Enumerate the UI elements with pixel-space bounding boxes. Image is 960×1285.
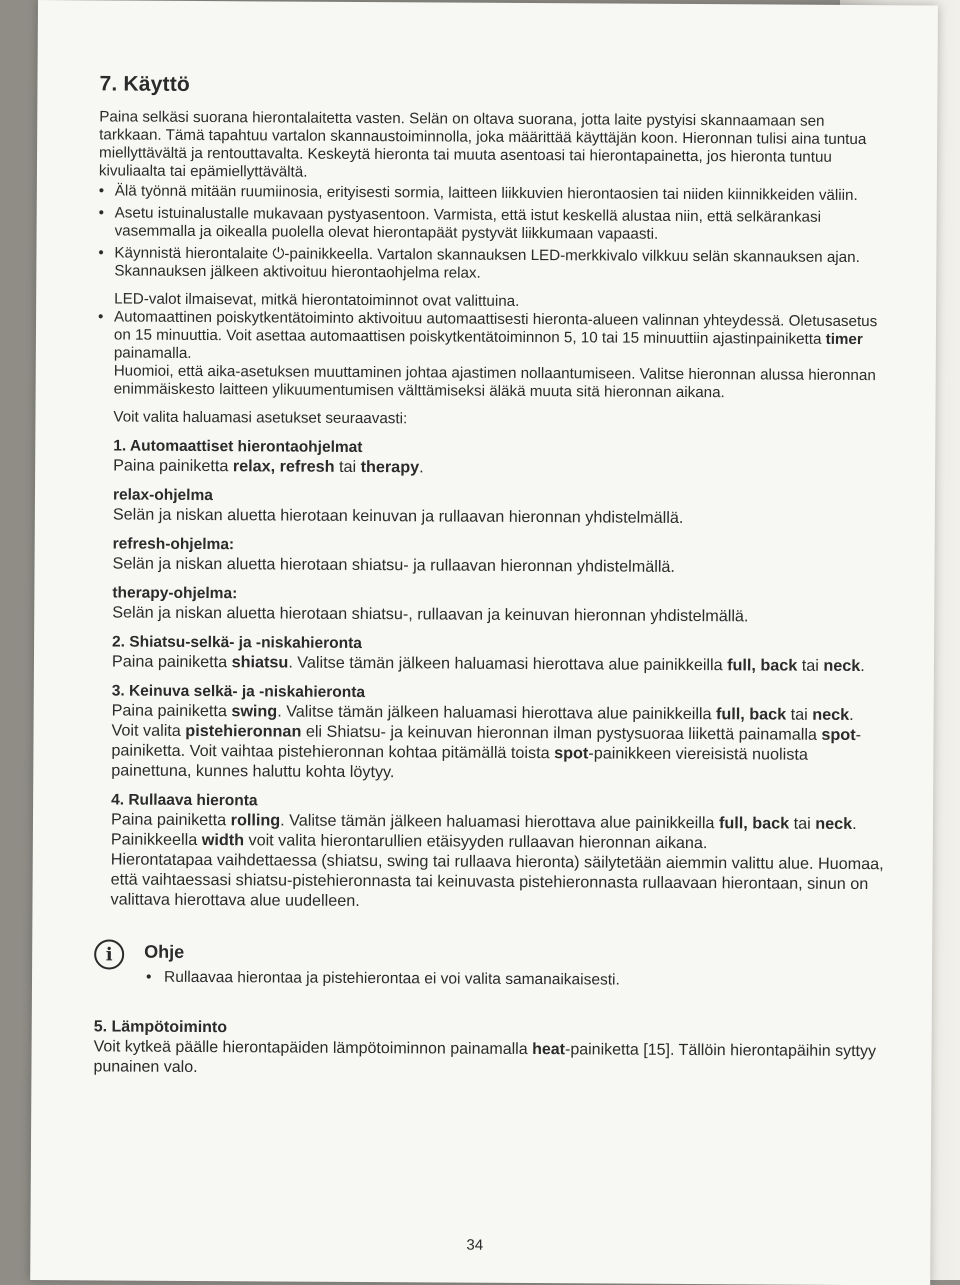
subsection-body [113, 455, 887, 480]
text: voit valita hierontarullien etäisyyden rullaavan hieronnan aikana. [243, 831, 708, 853]
subsection-title: 1. Automaattiset hierontaohjelmat [113, 437, 363, 456]
text: -painiketta [15]. Tällöin hierontapäihin syttyy punainen valo. [93, 1041, 877, 1076]
list-item [98, 244, 888, 285]
text: tai [797, 656, 824, 675]
choose-text: Voit valita haluamasi asetukset seuraavasti: [113, 408, 408, 428]
program-body: Selän ja niskan aluetta hierotaan keinuvan ja rullaavan hieronnan yhdistelmällä. [112, 505, 684, 527]
list-item-text: Asetu istuinalustalle mukavaan pystyasentoon. Varmista, että istut keskellä alustaa niin, että selkärankasi vasemmalla ja oikealla puolella olevat hierontapäät pystyvät liikkumaan vapaasti. [114, 204, 822, 243]
program-title: refresh-ohjelma: [112, 535, 235, 554]
ohje-title: Ohje [144, 941, 185, 962]
keyword: full, back [718, 814, 790, 833]
info-icon: i [94, 939, 124, 969]
keyword: neck [815, 814, 853, 833]
keyword: therapy [360, 457, 420, 477]
text: . [849, 705, 854, 724]
page-number: 34 [466, 1236, 484, 1254]
text: Voit kytkeä päälle hierontapäiden lämpötoiminnon painamalla [93, 1038, 533, 1059]
text: -painiketta. Voit vaihtaa pistehieronnan kohtaa pitämällä toista [111, 726, 862, 763]
led-note: LED-valot ilmaisevat, mitkä hierontatoiminnot ovat valittuina. [114, 290, 520, 310]
text: eli Shiatsu- ja keinuvan hieronnan ilman pystysuoraa liikettä painamalla [301, 722, 822, 744]
page-content [93, 72, 889, 1082]
program-body: Selän ja niskan aluetta hierotaan shiatsu-, rullaavan ja keinuvan hieronnan yhdistelmällä. [112, 603, 749, 626]
text: -painikkeen viereisistä nuolista painettuna, kunnes haluttu kohta löytyy. [111, 744, 808, 782]
keyword: shiatsu [231, 653, 289, 672]
keyword: full, back [715, 705, 787, 724]
list-item [99, 182, 889, 205]
text: . Valitse tämän jälkeen haluamasi hierottava alue painikkeilla [288, 653, 728, 675]
keyword: spot [821, 725, 856, 745]
text: Paina painiketta [111, 701, 232, 721]
subsection-title: 3. Keinuva selkä- ja -niskahieronta [111, 682, 366, 702]
ohje-item-text: Rullaavaa hierontaa ja pistehierontaa ei voi valita samanaikaisesti. [163, 968, 620, 989]
text: tai [786, 705, 813, 724]
power-icon: ⏻ [272, 245, 285, 263]
list-item-text: painamalla. [113, 344, 192, 362]
text: . Valitse tämän jälkeen haluamasi hierottava alue painikkeilla [280, 811, 720, 833]
text: tai [334, 457, 361, 476]
keyword: relax, refresh [232, 457, 335, 476]
timer-note: Huomioi, että aika-asetuksen muuttaminen johtaa ajastimen nollaantumiseen. Valitse hieronnan alussa hieronnan enimmäiskesto laitteen ylikuumentumisen välttämiseksi äläkä muuta sitä hieronnan aikana. [113, 362, 876, 402]
section-heading: 7. Käyttö [99, 72, 191, 96]
intro-paragraph: Paina selkäsi suorana hierontalaitetta vasten. Selän on oltava suorana, jotta laite pystyisi skannaamaan sen tarkkaan. Tämä tapahtuu vartalon skannaustoiminnolla, joka määrittää käyttäjän koon. Hieronnan tulisi aina tuntua miellyttävältä ja rentouttavalta. Keskeytä hieronta tai muuta asentoasi tai hierontapainetta, jos hieronta tuntuu kivuliaalta tai epämiellyttävältä. [98, 108, 867, 181]
switch-note: Hierontatapaa vaihdettaessa (shiatsu, swing tai rullaava hieronta) säilytetään aiemmin valittu alue. Huomaa, että vaihtaessasi shiatsu-pistehieronnasta tai keinuvasta pistehieronnasta rullaavaan hierontaan, sinun on valittava hierottava alue uudelleen. [110, 850, 884, 910]
subsection-body [112, 651, 886, 676]
text: . [419, 458, 424, 477]
bullet-icon: • [98, 204, 105, 222]
keyword: rolling [230, 811, 281, 830]
text: Paina painiketta [110, 810, 231, 830]
text: Paina painiketta [111, 652, 232, 672]
text: . [860, 657, 865, 676]
list-item-text: Automaattinen poiskytkentätoiminto aktivoituu automaattisesti hieronta-alueen valinnan yhteydessä. Oletusasetus on 15 minuuttia. Voit asettaa automaattisen poiskytkentätoiminnon 5, 10 tai 15 minuuttiin ajastinpainiketta [113, 308, 878, 348]
instruction-list [98, 182, 889, 285]
list-item-text: Älä työnnä mitään ruumiinosia, erityisesti sormia, laitteen liikkuvien hierontaosien tai niiden kiinnikkeiden väliin. [114, 182, 858, 205]
keyword: width [201, 831, 245, 850]
subsection-title: 2. Shiatsu-selkä- ja -niskahieronta [112, 633, 362, 652]
text: . [852, 814, 857, 834]
spot-paragraph [111, 720, 885, 785]
program-body: Selän ja niskan aluetta hierotaan shiatsu- ja rullaavan hieronnan yhdistelmällä. [112, 554, 676, 576]
ohje-box [94, 939, 884, 1008]
program-title: therapy-ohjelma: [112, 584, 238, 603]
text: . Valitse tämän jälkeen haluamasi hierottava alue painikkeilla [277, 702, 717, 724]
text: tai [789, 814, 816, 833]
subsection-title: 4. Rullaava hieronta [111, 791, 258, 810]
keyword: spot [554, 744, 589, 763]
bullet-icon: • [145, 968, 152, 986]
keyword: heat [532, 1041, 566, 1059]
list-item [99, 204, 889, 245]
bullet-icon: • [98, 182, 105, 200]
timer-keyword: timer [825, 330, 863, 349]
text: Paina painiketta [113, 456, 233, 476]
keyword: swing [231, 702, 278, 721]
text: Painikkeella [110, 830, 202, 850]
list-item [98, 308, 888, 367]
subsection-title: 5. Lämpötoiminto [93, 1018, 228, 1037]
keyword: full, back [727, 656, 798, 675]
text: Voit valita [111, 721, 186, 740]
bullet-icon: • [98, 244, 104, 262]
list-item-text: Käynnistä hierontalaite [114, 244, 273, 263]
manual-page [30, 0, 938, 1285]
program-title: relax-ohjelma [112, 486, 213, 505]
instruction-list [98, 308, 888, 367]
subsection-body [93, 1037, 883, 1082]
keyword: pistehieronnan [185, 721, 302, 741]
bullet-icon: • [98, 308, 104, 326]
list-item-text: -painikkeella. Vartalon skannauksen LED-merkkivalo vilkkuu selän skannauksen ajan. Skannauksen jälkeen aktivoituu hierontaohjelma relax. [114, 245, 860, 282]
ohje-item [144, 968, 884, 993]
keyword: neck [823, 656, 861, 676]
keyword: neck [812, 705, 850, 724]
